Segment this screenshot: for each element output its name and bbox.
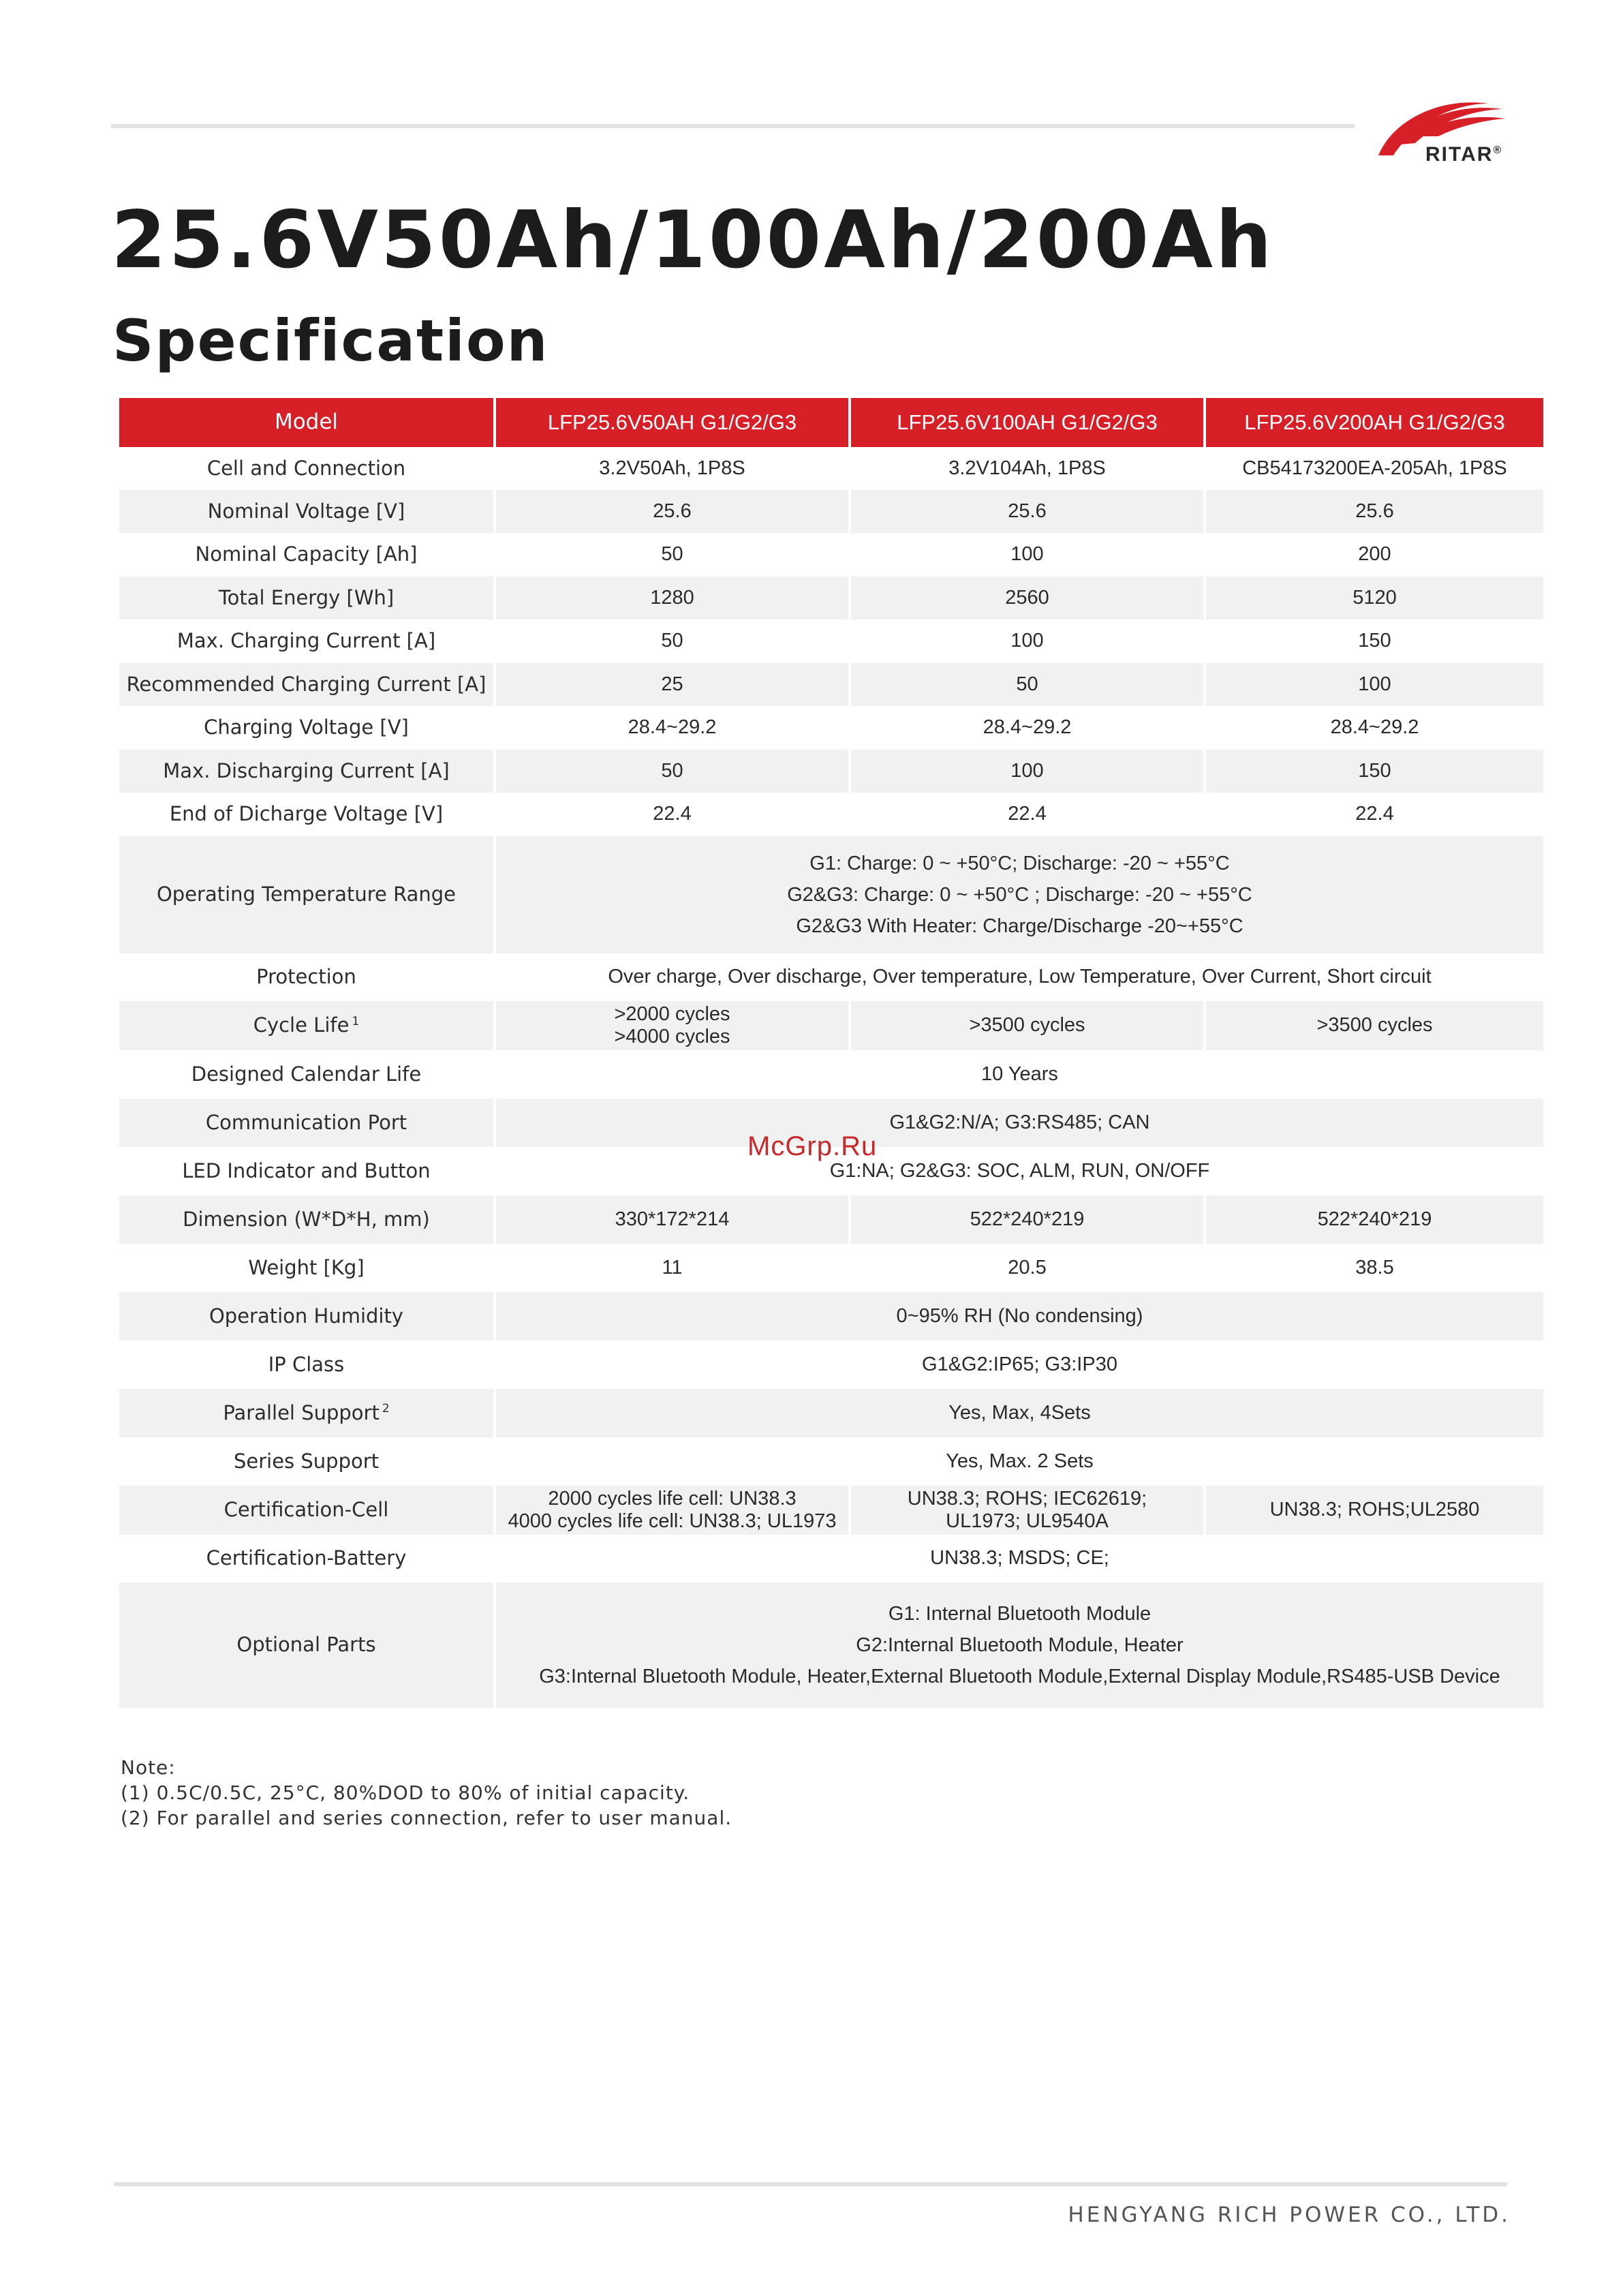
page-title: 25.6V50Ah/100Ah/200Ah <box>111 194 1275 286</box>
cell-value: UN38.3; ROHS; IEC62619; UL1973; UL9540A <box>851 1486 1206 1535</box>
cell-value: 330*172*214 <box>496 1195 851 1244</box>
table-row <box>119 1582 1543 1708</box>
table-row <box>119 577 1543 619</box>
header-model-100ah: LFP25.6V100AH G1/G2/G3 <box>851 398 1206 447</box>
cell-value <box>496 1582 1543 1708</box>
row-label: Total Energy [Wh] <box>119 577 496 619</box>
optional-line-g3: G3:Internal Bluetooth Module, Heater,External Bluetooth Module,External Display Module,RS485-USB Device <box>539 1666 1500 1687</box>
row-label: Cycle Life $^1$ <box>119 1001 496 1050</box>
cell-value: 50 <box>496 619 851 663</box>
top-divider <box>111 124 1355 128</box>
cell-value: 522*240*219 <box>1206 1195 1543 1244</box>
cell-value: 0~95% RH (No condensing) <box>496 1292 1543 1341</box>
cell-value: CB54173200EA-205Ah, 1P8S <box>1206 447 1543 490</box>
row-label: Certification-Cell <box>119 1486 496 1535</box>
cell-value: G1:NA; G2&G3: SOC, ALM, RUN, ON/OFF <box>496 1147 1543 1195</box>
cell-value: 100 <box>851 750 1206 793</box>
table-row <box>119 1001 1543 1050</box>
row-label: Series Support <box>119 1437 496 1486</box>
row-label: Max. Charging Current [A] <box>119 619 496 663</box>
cell-value: 2560 <box>851 577 1206 619</box>
cell-value: >3500 cycles <box>1206 1001 1543 1050</box>
cell-value: 150 <box>1206 619 1543 663</box>
table-row <box>119 1389 1543 1437</box>
row-label: Recommended Charging Current [A] <box>119 663 496 706</box>
cell-value: 200 <box>1206 533 1543 577</box>
cell-value: >3500 cycles <box>851 1001 1206 1050</box>
table-row <box>119 953 1543 1001</box>
row-label: LED Indicator and Button <box>119 1147 496 1195</box>
cell-value: Yes, Max. 2 Sets <box>496 1437 1543 1486</box>
cell-value: 28.4~29.2 <box>496 706 851 750</box>
cell-value: >2000 cycles >4000 cycles <box>496 1001 851 1050</box>
cell-value: UN38.3; ROHS;UL2580 <box>1206 1486 1543 1535</box>
note-2: (2) For parallel and series connection, refer to user manual. <box>121 1807 732 1829</box>
cell-value: Yes, Max, 4Sets <box>496 1389 1543 1437</box>
cell-value: G1&G2:N/A; G3:RS485; CAN <box>496 1099 1543 1147</box>
row-label: End of Dicharge Voltage [V] <box>119 793 496 836</box>
cell-value: G1&G2:IP65; G3:IP30 <box>496 1341 1543 1389</box>
row-label: Designed Calendar Life <box>119 1050 496 1099</box>
cell-value: 100 <box>851 619 1206 663</box>
row-label: Operation Humidity <box>119 1292 496 1341</box>
table-row <box>119 793 1543 836</box>
bottom-divider <box>114 2182 1507 2186</box>
cell-value: 522*240*219 <box>851 1195 1206 1244</box>
table-row <box>119 1244 1543 1292</box>
header-model: Model <box>119 398 496 447</box>
row-label: Cell and Connection <box>119 447 496 490</box>
cell-value: 3.2V104Ah, 1P8S <box>851 447 1206 490</box>
temp-line-g2g3: G2&G3: Charge: 0 ~ +50°C ; Discharge: -20 ~ +55°C <box>787 884 1252 906</box>
cell-value: 50 <box>496 750 851 793</box>
row-label: Weight [Kg] <box>119 1244 496 1292</box>
cell-value: Over charge, Over discharge, Over temperature, Low Temperature, Over Current, Short circuit <box>496 953 1543 1001</box>
row-label: Optional Parts <box>119 1582 496 1708</box>
notes-heading: Note: <box>121 1756 176 1779</box>
cell-value <box>496 836 1543 953</box>
row-label: Charging Voltage [V] <box>119 706 496 750</box>
temp-line-heater: G2&G3 With Heater: Charge/Discharge -20~+55°C <box>796 915 1243 937</box>
cell-value: 20.5 <box>851 1244 1206 1292</box>
cell-value: 25.6 <box>496 490 851 533</box>
table-row <box>119 750 1543 793</box>
row-label: Max. Discharging Current [A] <box>119 750 496 793</box>
row-label: Communication Port <box>119 1099 496 1147</box>
cell-value: 150 <box>1206 750 1543 793</box>
table-row <box>119 490 1543 533</box>
table-row <box>119 1437 1543 1486</box>
cell-value: 1280 <box>496 577 851 619</box>
table-row <box>119 1050 1543 1099</box>
cell-value: 25.6 <box>1206 490 1543 533</box>
cell-value: 38.5 <box>1206 1244 1543 1292</box>
header-model-200ah: LFP25.6V200AH G1/G2/G3 <box>1206 398 1543 447</box>
table-row <box>119 619 1543 663</box>
row-label: Certification-Battery <box>119 1535 496 1582</box>
note-1: (1) 0.5C/0.5C, 25°C, 80%DOD to 80% of initial capacity. <box>121 1781 690 1804</box>
header-model-50ah: LFP25.6V50AH G1/G2/G3 <box>496 398 851 447</box>
temp-line-g1: G1: Charge: 0 ~ +50°C; Discharge: -20 ~ +55°C <box>809 853 1230 874</box>
page-subtitle: Specification <box>112 307 549 374</box>
specification-table <box>119 398 1543 1708</box>
cell-value: 22.4 <box>1206 793 1543 836</box>
table-row <box>119 1341 1543 1389</box>
cell-value: 100 <box>1206 663 1543 706</box>
cell-value: 25.6 <box>851 490 1206 533</box>
cell-value: 28.4~29.2 <box>851 706 1206 750</box>
row-label: Protection <box>119 953 496 1001</box>
row-label: Nominal Voltage [V] <box>119 490 496 533</box>
row-label: IP Class <box>119 1341 496 1389</box>
cell-value: 50 <box>851 663 1206 706</box>
row-label: Dimension (W*D*H, mm) <box>119 1195 496 1244</box>
cell-value: 10 Years <box>496 1050 1543 1099</box>
cell-value: 50 <box>496 533 851 577</box>
cell-value: 22.4 <box>496 793 851 836</box>
row-label: Parallel Support $^2$ <box>119 1389 496 1437</box>
table-row <box>119 1292 1543 1341</box>
table-row <box>119 1486 1543 1535</box>
table-row <box>119 1535 1543 1582</box>
brand-wordmark: RITAR® <box>1425 143 1503 166</box>
table-row <box>119 706 1543 750</box>
row-label: Nominal Capacity [Ah] <box>119 533 496 577</box>
watermark-text: McGrp.Ru <box>747 1131 878 1161</box>
optional-line-g1: G1: Internal Bluetooth Module <box>888 1603 1151 1625</box>
table-row <box>119 447 1543 490</box>
table-row <box>119 533 1543 577</box>
cell-value: 25 <box>496 663 851 706</box>
cell-value: 11 <box>496 1244 851 1292</box>
table-row <box>119 663 1543 706</box>
cell-value: 28.4~29.2 <box>1206 706 1543 750</box>
cell-value: UN38.3; MSDS; CE; <box>496 1535 1543 1582</box>
table-header-row <box>119 398 1543 447</box>
cell-value: 5120 <box>1206 577 1543 619</box>
optional-line-g2: G2:Internal Bluetooth Module, Heater <box>856 1634 1184 1656</box>
footer-company: HENGYANG RICH POWER CO., LTD. <box>1068 2203 1511 2227</box>
table-row <box>119 836 1543 953</box>
table-row <box>119 1195 1543 1244</box>
cell-value: 22.4 <box>851 793 1206 836</box>
cell-value: 100 <box>851 533 1206 577</box>
cell-value: 3.2V50Ah, 1P8S <box>496 447 851 490</box>
notes-block <box>121 1755 732 1831</box>
row-label: Operating Temperature Range <box>119 836 496 953</box>
cell-value: 2000 cycles life cell: UN38.3 4000 cycles life cell: UN38.3; UL1973 <box>496 1486 851 1535</box>
